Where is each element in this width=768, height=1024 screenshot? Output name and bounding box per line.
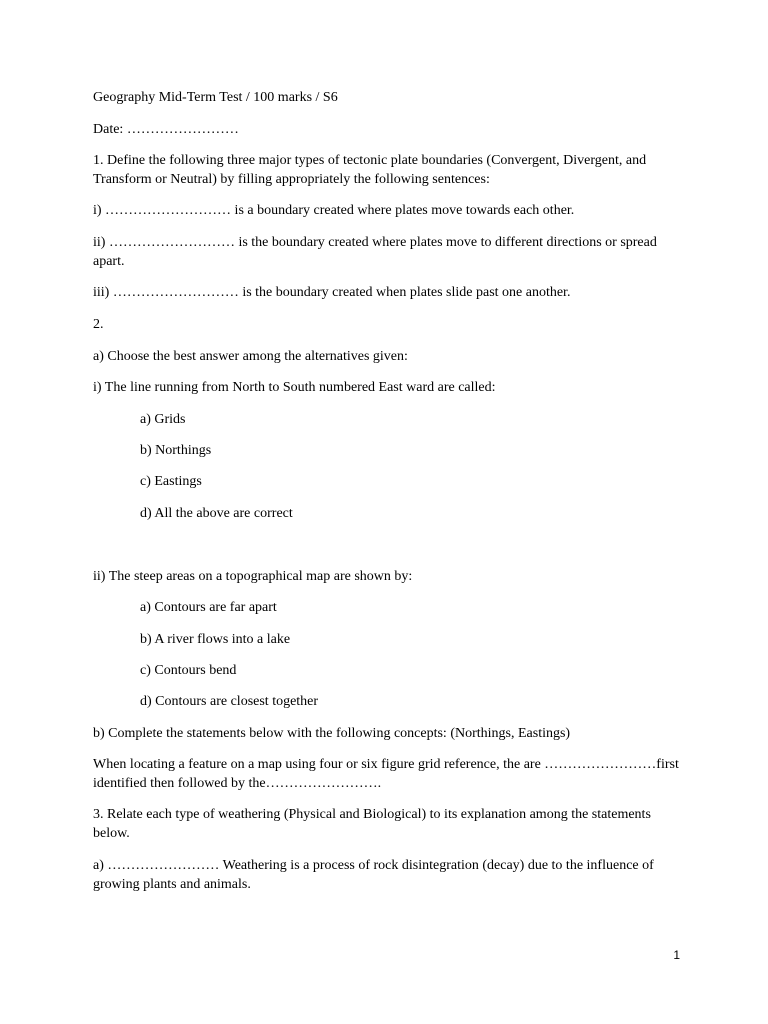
question-1-item-ii: ii) ……………………… is the boundary created where plates move to different directions or spread apart. [93, 235, 657, 269]
date-line: Date: …………………… [93, 122, 239, 137]
question-2-number: 2. [93, 317, 104, 332]
option-item: c) Contours bend [140, 663, 237, 678]
page-number: 1 [673, 948, 680, 962]
question-1-item-iii: iii) ……………………… is the boundary created when plates slide past one another. [93, 285, 571, 300]
question-3-item-a: a) …………………… Weathering is a process of rock disintegration (decay) due to the influence of growing plants and animals. [93, 858, 654, 892]
option-item: b) A river flows into a lake [140, 632, 291, 647]
question-2-part-a: a) Choose the best answer among the alternatives given: [93, 349, 408, 364]
question-1-prompt: 1. Define the following three major types of tectonic plate boundaries (Convergent, Divergent, and Transform or Neutral) by filling appropriately the following sentences: [93, 153, 647, 187]
option-item: b) Northings [140, 443, 212, 458]
question-1-item-i: i) ……………………… is a boundary created where plates move towards each other. [93, 203, 575, 218]
question-2-part-b-statement: When locating a feature on a map using four or six figure grid reference, the are ……………………first identified then followed by the……………………. [93, 757, 679, 791]
question-2-i-question: i) The line running from North to South numbered East ward are called: [93, 380, 496, 395]
question-3-prompt: 3. Relate each type of weathering (Physical and Biological) to its explanation among the statements below. [93, 807, 651, 841]
option-item: d) Contours are closest together [140, 694, 319, 709]
option-item: a) Contours are far apart [140, 600, 277, 615]
option-item: a) Grids [140, 412, 186, 427]
question-2-ii-question: ii) The steep areas on a topographical map are shown by: [93, 569, 413, 584]
test-header: Geography Mid-Term Test / 100 marks / S6 [93, 90, 338, 105]
option-item: c) Eastings [140, 474, 202, 489]
option-item: d) All the above are correct [140, 506, 293, 521]
question-2-part-b: b) Complete the statements below with the following concepts: (Northings, Eastings) [93, 726, 571, 741]
